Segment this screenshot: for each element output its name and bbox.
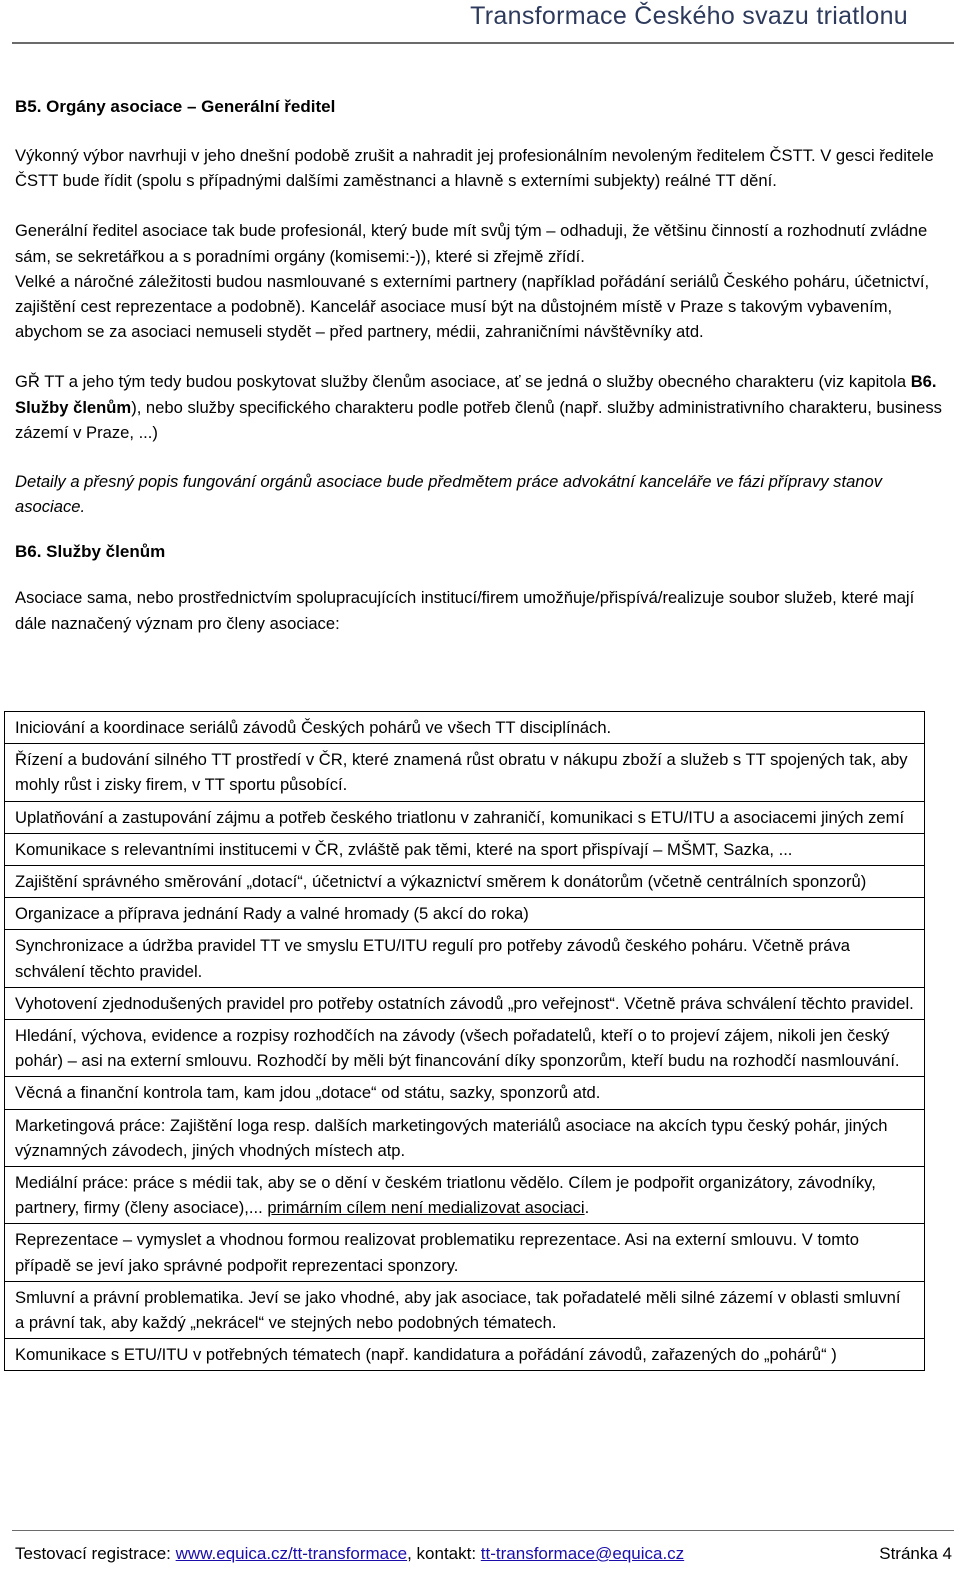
media-row-text: Mediální práce: práce s médii tak, aby se o dění v českém triatlonu vědělo. Cílem je podpořit organizátory, závodníky, partnery, firmy (členy asociace),... — [15, 1173, 876, 1218]
service-cell: Uplatňování a zastupování zájmu a potřeb českého triatlonu v zahraničí, komunikaci s ETU/ITU a asociacemi jiných zemí — [5, 801, 925, 833]
document-body — [15, 94, 950, 636]
media-row-end: . — [584, 1198, 590, 1218]
paragraph-executive-committee: Výkonný výbor navrhuji v jeho dnešní podobě zrušit a nahradit jej profesionálním nevoleným ředitelem ČSTT. V gesci ředitele ČSTT bude řídit (spolu s případnými dalšími zaměstnanci a hlavně s externími subjekty) reálné TT dění. — [15, 146, 934, 191]
table-row — [5, 1339, 925, 1371]
service-cell: Věcná a finanční kontrola tam, kam jdou „dotace“ od státu, sazky, sponzorů atd. — [5, 1077, 925, 1109]
service-cell: Reprezentace – vymyslet a vhodnou formou realizovat problematiku reprezentace. Asi na externí smlouvu. V tomto případě se jeví jako správné podpořit reprezentaci sponzory. — [5, 1224, 925, 1281]
footer-contact-label: , kontakt: — [407, 1544, 481, 1563]
page-header — [0, 0, 960, 46]
paragraph-member-services-text-1: GŘ TT a jeho tým tedy budou poskytovat služby členům asociace, ať se jedná o služby obecného charakteru (viz kapitola — [15, 372, 911, 392]
service-cell: Marketingová práce: Zajištění loga resp. dalších marketingových materiálů asociace na akcích typu český pohár, jiných významných závodech, jiných vhodných místech atp. — [5, 1109, 925, 1166]
section-heading-b6: B6. Služby členům — [15, 542, 166, 562]
registration-link[interactable]: www.equica.cz/tt-transformace — [175, 1544, 408, 1563]
table-row — [5, 1281, 925, 1338]
table-row — [5, 712, 925, 744]
table-row — [5, 833, 925, 865]
paragraph-member-services-text-2: ), nebo služby specifického charakteru podle potřeb členů (např. služby administrativního charakteru, business zázemí v Praze, ...) — [15, 397, 942, 442]
chapter-reference: B6. Služby členům — [15, 372, 937, 417]
service-cell: Smluvní a právní problematika. Jeví se jako vhodné, aby jak asociace, tak pořadatelé měli silné zázemí v oblasti smluvní a právní tak, aby každý „nekrácel“ ve stejných nebo podobných tématech. — [5, 1281, 925, 1338]
media-row-underlined: primárním cílem není medializovat asociaci — [267, 1198, 585, 1218]
table-row — [5, 866, 925, 898]
table-row — [5, 898, 925, 930]
service-cell: Vyhotovení zjednodušených pravidel pro potřeby ostatních závodů „pro veřejnost“. Včetně práva schválení těchto pravidel. — [5, 987, 925, 1019]
table-row — [5, 1167, 925, 1224]
footer-divider — [12, 1530, 954, 1531]
table-row — [5, 744, 925, 801]
paragraph-services-intro: Asociace sama, nebo prostřednictvím spolupracujících institucí/firem umožňuje/přispívá/realizuje soubor služeb, které mají dále naznačený význam pro členy asociace: — [15, 588, 915, 633]
page-footer — [0, 1530, 960, 1573]
table-row — [5, 930, 925, 987]
services-table — [4, 711, 925, 1371]
paragraph-details-note: Detaily a přesný popis fungování orgánů asociace bude předmětem práce advokátní kanceláře ve fázi přípravy stanov asociace. — [15, 472, 883, 517]
page-number: Stránka 4 — [879, 1544, 952, 1563]
paragraph-external-partners: Velké a náročné záležitosti budou nasmlouvané s externími partnery (například pořádání seriálů Českého poháru, účetnictví, zajištění cest reprezentace a podobně). Kancelář asociace musí být na důstojném místě v Praze s takovým vybavením, abychom se za asociaci nemuseli stydět – před partnery, médii, zahraničními návštěvníky atd. — [15, 271, 930, 342]
table-row — [5, 987, 925, 1019]
table-row — [5, 1077, 925, 1109]
header-divider — [12, 42, 954, 44]
table-row — [5, 1020, 925, 1077]
footer-contact — [15, 1544, 684, 1564]
document-title: Transformace Českého svazu triatlonu — [470, 2, 908, 30]
service-cell: Řízení a budování silného TT prostředí v ČR, které znamená růst obratu v nákupu zboží a služeb s TT spojených tak, aby mohly růst i zisky firem, v TT sportu působící. — [5, 744, 925, 801]
service-cell — [5, 1167, 925, 1224]
footer-registration-label: Testovací registrace: — [15, 1544, 176, 1563]
table-row — [5, 1109, 925, 1166]
table-row — [5, 1224, 925, 1281]
service-cell: Hledání, výchova, evidence a rozpisy rozhodčích na závody (všech pořadatelů, kteří o to projeví zájem, nikoli jen český pohár) – asi na externí smlouvu. Rozhodčí by měli být financování díky sponzorům, kteří budu na rozhodčí nasmlouvání. — [5, 1020, 925, 1077]
table-row — [5, 801, 925, 833]
service-cell: Organizace a příprava jednání Rady a valné hromady (5 akcí do roka) — [5, 898, 925, 930]
paragraph-director-team: Generální ředitel asociace tak bude profesionál, který bude mít svůj tým – odhaduji, že většinu činností a rozhodnutí zvládne sám, se sekretářkou a s poradními orgány (komisemi:-)), které si zřejmě zřídí. — [15, 221, 928, 266]
contact-email-link[interactable]: tt-transformace@equica.cz — [480, 1544, 685, 1563]
section-heading-b5: B5. Orgány asociace – Generální ředitel — [15, 97, 336, 116]
service-cell: Synchronizace a údržba pravidel TT ve smyslu ETU/ITU regulí pro potřeby závodů českého poháru. Včetně práva schválení těchto pravidel. — [5, 930, 925, 987]
service-cell: Zajištění správného směrování „dotací“, účetnictví a výkaznictví směrem k donátorům (včetně centrálních sponzorů) — [5, 866, 925, 898]
service-cell: Iniciování a koordinace seriálů závodů Českých pohárů ve všech TT disciplínách. — [5, 712, 925, 744]
service-cell: Komunikace s relevantními institucemi v ČR, zvláště pak těmi, které na sport přispívají – MŠMT, Sazka, ... — [5, 833, 925, 865]
service-cell: Komunikace s ETU/ITU v potřebných tématech (např. kandidatura a pořádání závodů, zařazených do „pohárů“ ) — [5, 1339, 925, 1371]
paragraph-member-services — [15, 369, 950, 445]
